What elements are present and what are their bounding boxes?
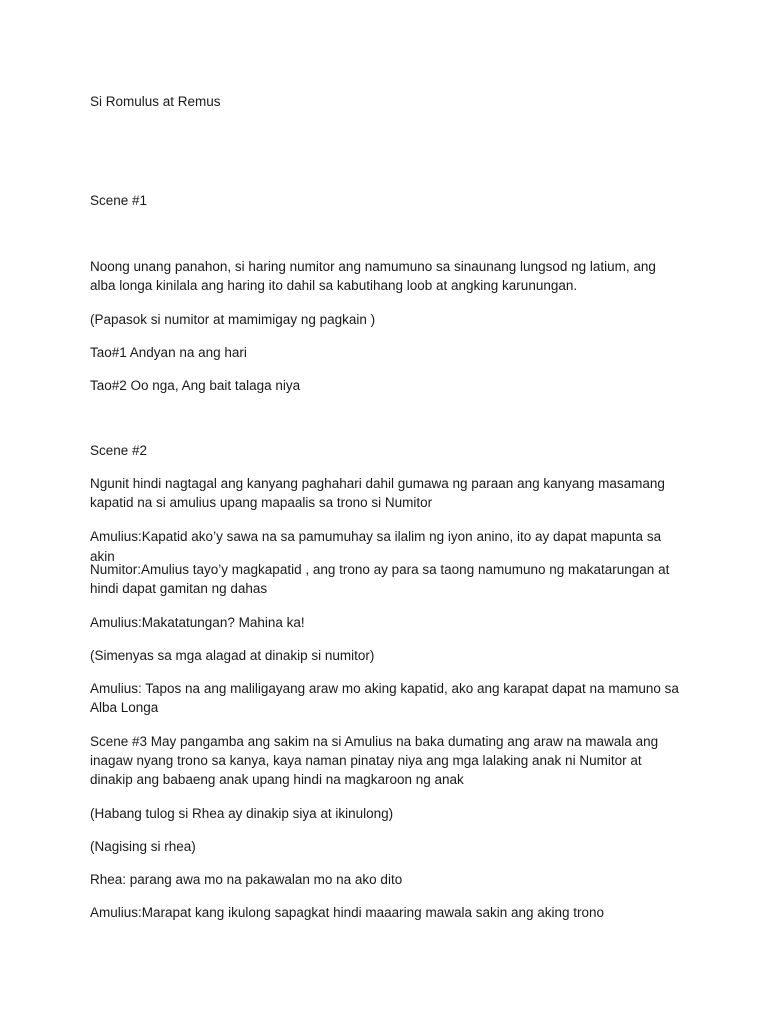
dialogue-line: Amulius: Tapos na ang maliligayang araw mo aking kapatid, ako ang karapat dapat na mamuno sa Alba Longa: [90, 681, 679, 715]
dialogue-line: Amulius:Kapatid ako’y sawa na sa pamumuhay sa ilalim ng iyon anino, ito ay dapat mapunta sa akin: [90, 529, 662, 564]
narration-paragraph: Noong unang panahon, si haring numitor ang namumuno sa sinaunang lungsod ng latium, ang alba longa kinilala ang haring ito dahil sa kabutihang loob at angking karunungan.: [90, 259, 656, 293]
dialogue-line: Tao#1 Andyan na ang hari: [90, 345, 247, 360]
stage-direction: (Simenyas sa mga alagad at dinakip si numitor): [90, 648, 375, 663]
stage-direction: (Nagising si rhea): [90, 839, 196, 854]
scene-heading: Scene #1: [90, 193, 148, 208]
scene-paragraph: Scene #3 May pangamba ang sakim na si Amulius na baka dumating ang araw na mawala ang inagaw nyang trono sa kanya, kaya naman pinatay niya ang mga lalaking anak ni Numitor at dinakip ang babaeng anak upang hindi na magkaroon ng anak: [90, 734, 659, 787]
dialogue-line: Numitor:Amulius tayo’y magkapatid , ang trono ay para sa taong namumuno ng makatarungan at hindi dapat gamitan ng dahas: [90, 562, 670, 596]
dialogue-line: Amulius:Makatatungan? Mahina ka!: [90, 615, 305, 630]
dialogue-line: Tao#2 Oo nga, Ang bait talaga niya: [90, 378, 301, 393]
stage-direction: (Habang tulog si Rhea ay dinakip siya at ikinulong): [90, 806, 394, 821]
dialogue-line: Rhea: parang awa mo na pakawalan mo na ako dito: [90, 872, 403, 887]
narration-paragraph: Ngunit hindi nagtagal ang kanyang paghahari dahil gumawa ng paraan ang kanyang masamang kapatid na si amulius upang mapaalis sa trono si Numitor: [90, 476, 665, 510]
stage-direction: (Papasok si numitor at mamimigay ng pagkain ): [90, 312, 376, 327]
document-title: Si Romulus at Remus: [90, 94, 221, 109]
scene-heading: Scene #2: [90, 443, 148, 458]
dialogue-line: Amulius:Marapat kang ikulong sapagkat hindi maaaring mawala sakin ang aking trono: [90, 905, 605, 920]
